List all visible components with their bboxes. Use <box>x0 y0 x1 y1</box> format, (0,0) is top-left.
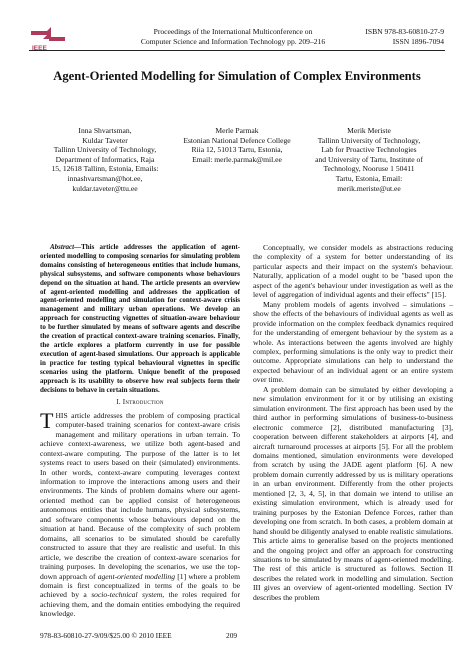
intro-text: , the roles required for achieving them, and the domain entities embodying the required knowledge. <box>40 590 240 619</box>
conference-name: Proceedings of the International Multiconference on <box>153 27 313 36</box>
author-line: Tallinn University of Technology, <box>317 135 421 145</box>
author-line: Tallinn University of Technology, <box>53 145 157 155</box>
body-paragraph: Conceptually, we consider models as abstractions reducing the complexity of a system for better understanding of its particular aspects and their impact on the system's behaviour. Naturally, application of a model ought to be "based upon the aspect of the agent's behaviour under investigation as well as the level of aggregation of individual agents and their effects" [15]. <box>253 243 453 300</box>
author-line: Tartu, Estonia, Email: <box>335 173 403 183</box>
identifier-block <box>356 27 444 47</box>
author-line: innashvartsman@hot.ee, <box>67 173 143 183</box>
abstract-label: Abstract— <box>50 243 82 251</box>
author-line: Estonian National Defence College <box>183 135 291 145</box>
author-line: Email: merle.parmak@mil.ee <box>192 154 282 164</box>
conference-pages: Computer Science and Information Technology pp. 209–216 <box>140 37 326 46</box>
svg-text:IEEE: IEEE <box>32 45 47 52</box>
author-line: Merle Parmak <box>215 126 259 135</box>
right-column <box>253 243 453 602</box>
intro-emphasis: socio-technical system <box>91 590 163 600</box>
author-block-3 <box>304 126 434 193</box>
paper-title: Agent-Oriented Modelling for Simulation of Complex Environments <box>53 69 421 83</box>
intro-text: [1] where a problem domain is first conceptualized in terms of the goals to be achieved by a <box>40 571 240 600</box>
conference-header <box>114 27 352 47</box>
body-paragraph: Many problem models of agents involved – simulations – show the effects of the behaviours of individual agents as well as provide information on the complex feedback dynamics required for the understanding of emergent behaviour by the system as a whole. As interactions between the agents involved are highly complex, performing simulations is the only way to predict their outcome. Appropriate simulations can help to understand the expected behaviour of an individual agent or an entire system over time. <box>253 299 453 385</box>
header-divider <box>29 50 445 51</box>
abstract-text: This article addresses the application of agent-oriented modelling to composing scenarios for simulating problem domains consisting of heterogeneous entities that include humans, physical subsystems, and software components whose behaviours depend on the situation at hand. The article presents an overview of agent-oriented modelling and addresses the application of agent-oriented modelling and simulation for context-aware crisis management and military urban operations. We develop an approach for constructing vignettes of situation-aware behaviour to be further simulated by means of software agents and describe the creation of practical context-aware training scenarios. Finally, the article explores a platform currently in use for possible execution of agent-based simulations. Our approach is applicable in practice for testing typical behavioural vignettes in specific scenarios using the platform. Unique benefit of the proposed approach is its usability to observe how real subjects form their decisions to behave in certain situations. <box>40 243 240 394</box>
section-heading-introduction <box>40 398 240 407</box>
issn: ISSN 1896-7094 <box>392 37 444 46</box>
author-line: Technology, Nooruse 1 50411 <box>323 164 415 174</box>
author-block-1 <box>40 126 170 193</box>
author-line: 15, 12618 Tallinn, Estonia, Emails: <box>51 164 159 174</box>
drop-cap: T <box>40 407 54 433</box>
author-line: Inna Shvartsman, <box>78 126 132 135</box>
isbn: ISBN 978-83-60810-27-9 <box>365 27 444 36</box>
author-line: merik.meriste@ut.ee <box>337 183 401 193</box>
author-line: kuldar.taveter@ttu.ee <box>72 183 138 193</box>
author-line: Merik Meriste <box>347 126 391 135</box>
intro-text: HIS article addresses the problem of composing practical computer-based training scenarios for context-aware crisis management and military operations in urban terrain. To achieve context-awareness, we utilize both agent-based and context-aware computing. The purpose of the latter is to let systems react to users based on their (simulated) environments. In other words, context-aware computing leverages context information to improve the interactions among users and their environments. The kinds of problem domains where our agent-oriented method can be applied consist of heterogeneous autonomous entities that include humans, physical subsystems, and software components whose behaviours depend on the situation at hand. Because of the complexity of such problem domains, all scenarios to be simulated should be carefully constructed to assure that they are realistic and useful. In this article, we describe the creation of context-aware scenarios for training purposes. In developing the scenarios, we use the top-down approach of <box>40 410 240 581</box>
intro-emphasis: agent-oriented modelling <box>97 571 176 581</box>
author-line: Riia 12, 51013 Tartu, Estonia, <box>191 145 283 155</box>
section-number: I. <box>116 398 121 407</box>
left-column <box>40 243 240 619</box>
intro-paragraph <box>40 407 240 619</box>
author-line: Lab for Proactive Technologies <box>321 145 417 155</box>
section-title: Introduction <box>122 398 164 407</box>
copyright-notice: 978-83-60810-27-9/09/$25.00 © 2010 IEEE <box>40 631 172 640</box>
author-line: Kuldar Taveter <box>82 135 128 145</box>
body-paragraph: A problem domain can be simulated by either developing a new simulation environment for it or by utilising an existing simulation environment. The first approach has been used by the third author in performing simulations of business-to-business electronic commerce [2], distributed manufacturing [3], cooperation between different stakeholders at airports [4], and aircraft turnaround processes at airports [5]. For all the problem domains mentioned, simulation environments were developed from scratch by using the JADE agent platform [6]. A new problem domain currently addressed by us is military operations in an urban environment. Differently from the other projects mentioned [2, 3, 4, 5], in that domain we intend to utilise an existing simulation environment, which is already used for training purposes by the Estonian Defence Forces, rather than developing one from scratch. In both cases, a problem domain at hand should be diligently analysed to enable realistic simulations. This article aims to generalise based on the projects mentioned and the ongoing project and offer an approach for constructing situations to be simulated by means of agent-oriented modelling. The rest of this article is structured as follows. Section II describes the related work in modelling and simulation. Section III gives an overview of agent-oriented modelling. Section IV describes the problem <box>253 384 453 602</box>
author-line: Department of Informatics, Raja <box>55 154 155 164</box>
author-block-2 <box>175 126 299 164</box>
page-number: 209 <box>226 631 238 640</box>
author-line: and University of Tartu, Institute of <box>315 154 423 164</box>
abstract <box>40 243 240 394</box>
